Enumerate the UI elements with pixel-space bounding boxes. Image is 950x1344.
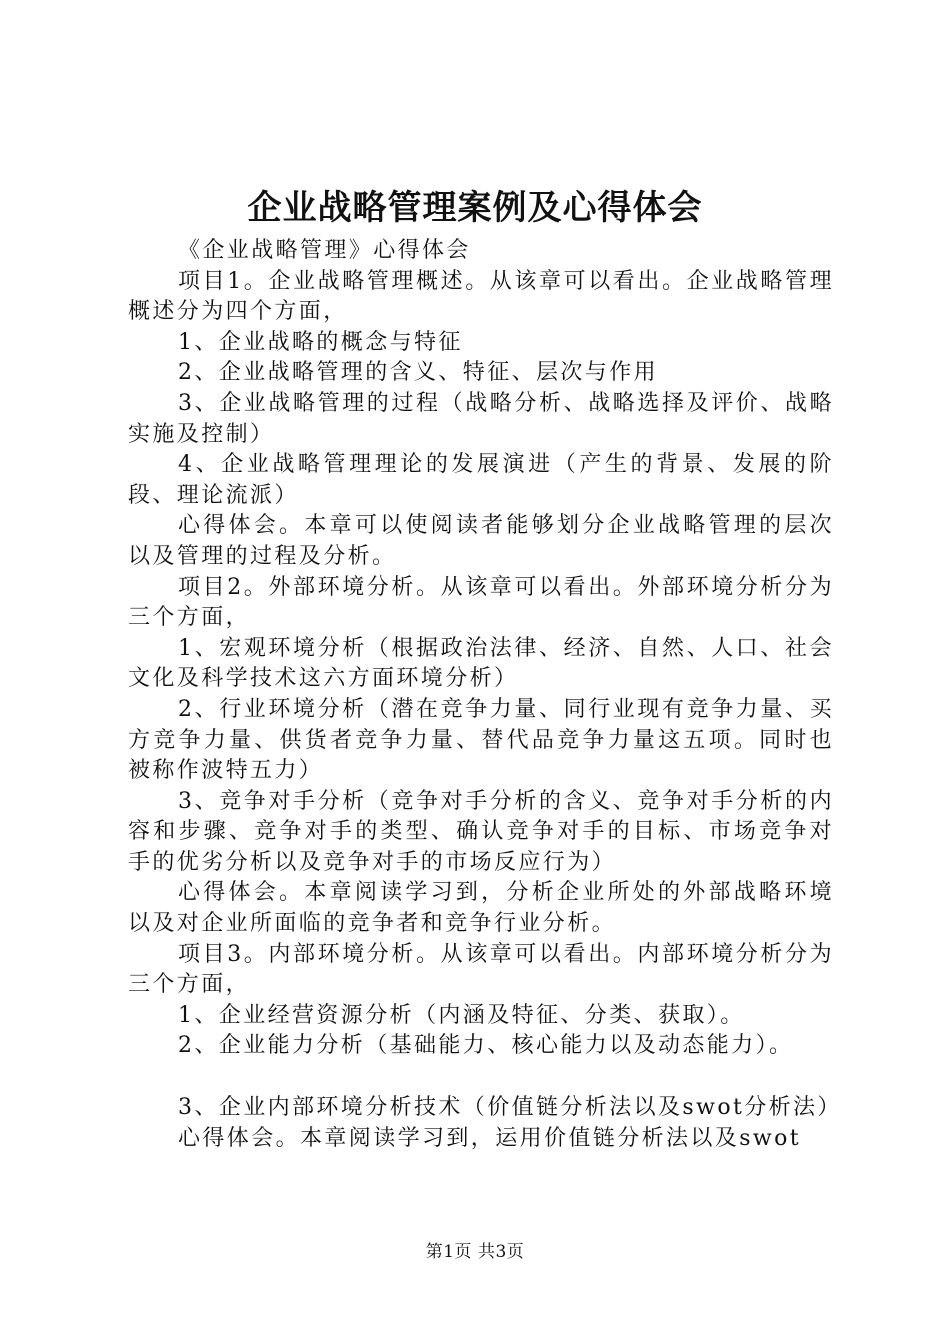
document-body [128, 236, 842, 1154]
paragraph: 项目1。企业战略管理概述。从该章可以看出。企业战略管理概述分为四个方面， [128, 268, 834, 325]
paragraph: 心得体会。本章阅读学习到，分析企业所处的外部战略环境以及对企业所面临的竞争者和竞争行业分析。 [128, 880, 834, 937]
paragraph: 4、企业战略管理理论的发展演进（产生的背景、发展的阶段、理论流派） [128, 452, 834, 508]
paragraph: 心得体会。本章阅读学习到，运用价值链分析法以及swot [178, 1125, 802, 1151]
paragraph: 1、宏观环境分析（根据政治法律、经济、自然、人口、社会文化及科学技术这六方面环境分析） [128, 635, 834, 692]
document-title: 企业战略管理案例及心得体会 [247, 188, 703, 228]
paragraph: 3、竞争对手分析（竞争对手分析的含义、竞争对手分析的内容和步骤、竞争对手的类型、确认竞争对手的目标、市场竞争对手的优劣分析以及竞争对手的市场反应行为） [128, 788, 834, 875]
paragraph: 2、企业战略管理的含义、特征、层次与作用 [178, 360, 658, 386]
paragraph: 项目2。外部环境分析。从该章可以看出。外部环境分析分为三个方面， [128, 574, 834, 631]
paragraph: 2、行业环境分析（潜在竞争力量、同行业现有竞争力量、买方竞争力量、供货者竞争力量、替代品竞争力量这五项。同时也被称作波特五力） [128, 696, 834, 784]
paragraph: 1、企业经营资源分析（内涵及特征、分类、获取）。 [178, 1002, 745, 1028]
page-number-footer: 第1页 共3页 [425, 1242, 525, 1262]
paragraph: 心得体会。本章可以使阅读者能够划分企业战略管理的层次以及管理的过程及分析。 [128, 513, 834, 569]
paragraph: 3、企业内部环境分析技术（价值链分析法以及swot分析法） [178, 1095, 842, 1121]
paragraph: 2、企业能力分析（基础能力、核心能力以及动态能力）。 [178, 1033, 794, 1059]
paragraph: 《企业战略管理》心得体会 [178, 238, 471, 263]
paragraph: 1、企业战略的概念与特征 [178, 329, 463, 355]
paragraph: 项目3。内部环境分析。从该章可以看出。内部环境分析分为三个方面， [128, 941, 834, 998]
paragraph: 3、企业战略管理的过程（战略分析、战略选择及评价、战略实施及控制） [128, 390, 834, 447]
